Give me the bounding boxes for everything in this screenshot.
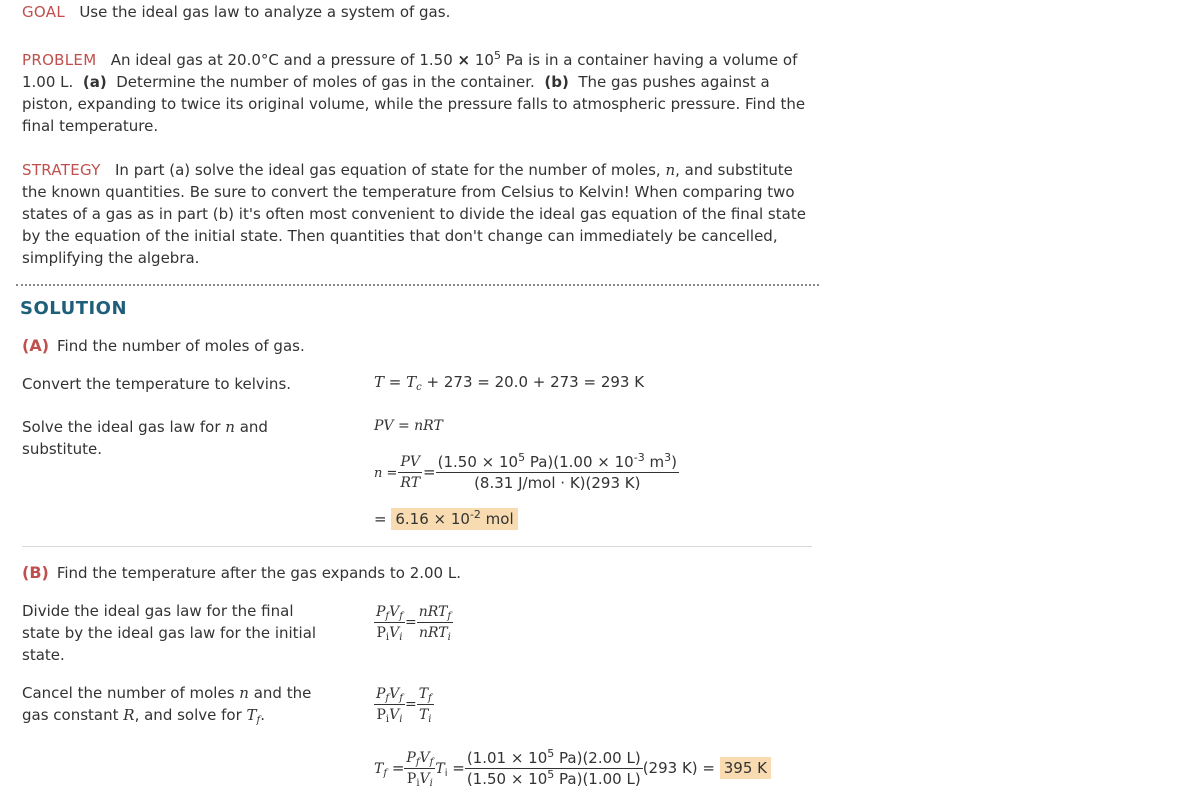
eq-subscript: f (447, 611, 452, 622)
eq-text: Pa)(1.00 L) (554, 770, 641, 788)
eq-symbol: T (418, 686, 429, 702)
eq-symbol: V (389, 686, 400, 702)
eq-text: = (382, 466, 398, 481)
part-a-title: Find the number of moles of gas. (57, 337, 305, 355)
eq-symbol: V (419, 771, 430, 787)
eq-subscript: i (399, 632, 403, 643)
fraction-denominator (404, 769, 435, 789)
part-a-step1: Convert the temperature to kelvins. (22, 375, 292, 393)
eq-text: = (404, 614, 417, 631)
part-a-step2 (22, 416, 322, 460)
eq-text: = (387, 759, 405, 777)
nrt-ratio-fraction (417, 602, 453, 643)
fraction-numerator (374, 684, 405, 705)
substitution-fraction (436, 452, 679, 493)
eq-text: m (644, 453, 665, 471)
substitution-fraction (465, 748, 643, 789)
problem-label: PROBLEM (22, 51, 97, 69)
pv-ratio-fraction (374, 684, 405, 725)
problem-part-b: (b) (544, 73, 569, 91)
eq-symbol: P (376, 686, 386, 702)
moles-equation (374, 452, 679, 493)
ideal-gas-law-equation: PV = nRT (374, 418, 443, 434)
eq-symbol: nRT (418, 625, 448, 641)
eq-text: = (384, 373, 407, 391)
fraction-denominator: RT (400, 475, 421, 491)
part-a-heading (22, 336, 305, 355)
strategy-text: In part (a) solve the ideal gas equation of state for the number of moles, (115, 161, 666, 179)
strategy-paragraph (22, 159, 812, 269)
fraction-numerator (436, 452, 679, 473)
variable-n: n (225, 418, 235, 436)
eq-symbol: P (406, 750, 416, 766)
part-b-title: Find the temperature after the gas expands to 2.00 L. (56, 564, 461, 582)
fraction-numerator (404, 748, 435, 769)
fraction-denominator (465, 769, 643, 789)
answer-highlight (391, 508, 517, 530)
eq-text: (1.50 × 10 (466, 770, 548, 788)
eq-symbol: P (376, 604, 386, 620)
eq-subscript: i (385, 632, 390, 643)
eq-subscript: f (385, 693, 390, 704)
eq-subscript: c (416, 382, 422, 393)
part-divider (22, 546, 812, 547)
pv-ratio-fraction (404, 748, 435, 789)
dotted-divider (16, 284, 819, 286)
eq-symbol: T (435, 761, 445, 777)
strategy-text: , and substitute the known quantities. Be sure to convert the temperature from Celsius to Kelvin! When comparing two states of a gas as in part (b) it's often most convenient to divide the ideal gas equation of the final state by the equation of the initial state. Then quantities that don't change can immediately be cancelled, simplifying the algebra. (22, 161, 806, 267)
eq-subscript: f (399, 693, 403, 704)
eq-subscript: i (416, 778, 420, 789)
eq-subscript: i (428, 714, 432, 725)
fraction-numerator (374, 602, 405, 623)
eq-symbol: T (406, 373, 417, 391)
eq-subscript: f (385, 611, 390, 622)
variable-r: R (123, 706, 135, 724)
step-text: and the gas constant (22, 684, 312, 724)
pv-ratio-fraction (374, 602, 405, 643)
strategy-label: STRATEGY (22, 161, 101, 179)
eq-text: = (404, 696, 417, 713)
answer-exponent: -2 (469, 508, 481, 521)
eq-text: (1.50 × 10 (437, 453, 519, 471)
eq-text: = (423, 463, 436, 481)
fraction-numerator (465, 748, 643, 769)
fraction-numerator: PV (398, 452, 422, 473)
eq-exponent: 3 (664, 451, 672, 464)
step-text: , and solve for (134, 706, 247, 724)
temperature-equation (374, 373, 644, 391)
problem-text: Pa is in a container having a volume of 1.00 L. (22, 51, 798, 91)
problem-paragraph (22, 49, 812, 137)
eq-text: = (447, 759, 465, 777)
eq-subscript: f (415, 757, 420, 768)
fraction-denominator (417, 623, 453, 643)
solution-heading: SOLUTION (20, 298, 128, 319)
part-b-heading (22, 563, 461, 582)
eq-subscript: f (429, 757, 434, 768)
fraction-numerator (417, 602, 453, 623)
eq-subscript: f (428, 693, 432, 704)
goal-text: Use the ideal gas law to analyze a system of gas. (79, 3, 451, 21)
eq-exponent: -3 (633, 451, 645, 464)
pv-over-rt-fraction (398, 452, 422, 493)
answer-text: mol (480, 510, 514, 528)
goal-paragraph (22, 1, 812, 23)
problem-ten: 10 (474, 51, 494, 69)
eq-text: + 273 = 20.0 + 273 = 293 K (421, 373, 645, 391)
eq-symbol: V (389, 707, 400, 723)
answer-highlight: 395 K (720, 757, 771, 779)
eq-text: (293 K) = (642, 759, 720, 777)
eq-symbol: V (419, 750, 430, 766)
part-b-label: (B) (22, 563, 49, 582)
step-text: Solve the ideal gas law for (22, 418, 226, 436)
part-b-step1: Divide the ideal gas law for the final state by the ideal gas law for the initial state. (22, 602, 317, 664)
eq-symbol: V (389, 604, 400, 620)
problem-text: The gas pushes against a piston, expanding to twice its original volume, while the pressure falls to atmospheric pressure. Find the final temperature. (22, 73, 806, 135)
variable-n: n (665, 161, 676, 179)
eq-text: = (374, 510, 392, 528)
step-text: . (260, 706, 266, 724)
problem-text: An ideal gas at 20.0°C and a pressure of 1.50 (110, 51, 458, 69)
ratio-equation (374, 602, 453, 643)
fraction-denominator: (8.31 J/mol · K)(293 K) (474, 474, 641, 492)
moles-result (374, 510, 518, 528)
part-a-label: (A) (22, 336, 50, 355)
eq-symbol: P (376, 707, 386, 723)
eq-symbol: nRT (418, 604, 448, 620)
problem-part-a: (a) (82, 73, 107, 91)
problem-exponent: 5 (493, 49, 501, 62)
eq-exponent: 5 (518, 451, 526, 464)
final-temperature-equation (374, 748, 771, 789)
fraction-denominator (374, 705, 405, 725)
eq-text: Pa)(2.00 L) (554, 749, 641, 767)
variable-n: n (239, 684, 249, 702)
eq-subscript: f (383, 768, 388, 779)
answer-text: 6.16 × 10 (395, 510, 470, 528)
eq-subscript: i (429, 778, 433, 789)
fraction-numerator (417, 684, 434, 705)
variable-subscript: f (256, 715, 261, 726)
step-text: and substitute. (22, 418, 268, 458)
eq-text: (1.01 × 10 (466, 749, 548, 767)
eq-exponent: 5 (547, 747, 555, 760)
eq-symbol: T (418, 707, 429, 723)
eq-subscript: i (399, 714, 403, 725)
t-ratio-fraction (417, 684, 434, 725)
eq-symbol: P (406, 771, 417, 787)
eq-text: ) (671, 453, 677, 471)
eq-symbol: T (374, 761, 384, 777)
eq-subscript: i (447, 632, 451, 643)
variable-t: T (246, 706, 257, 724)
problem-text: Determine the number of moles of gas in the container. (111, 73, 540, 91)
part-b-step2 (22, 682, 317, 726)
eq-subscript: f (399, 611, 403, 622)
eq-symbol: P (376, 625, 386, 641)
eq-exponent: 5 (547, 768, 555, 781)
times-sign: × (457, 51, 471, 69)
fraction-denominator (374, 623, 405, 643)
eq-subscript: i (444, 768, 448, 779)
eq-text: Pa)(1.00 × 10 (525, 453, 634, 471)
eq-symbol: n (374, 466, 383, 481)
eq-subscript: i (385, 714, 390, 725)
goal-label: GOAL (22, 3, 65, 21)
fraction-denominator (417, 705, 434, 725)
step-text: Cancel the number of moles (22, 684, 240, 702)
eq-symbol: T (374, 373, 385, 391)
temperature-ratio-equation (374, 684, 434, 725)
eq-symbol: V (389, 625, 400, 641)
